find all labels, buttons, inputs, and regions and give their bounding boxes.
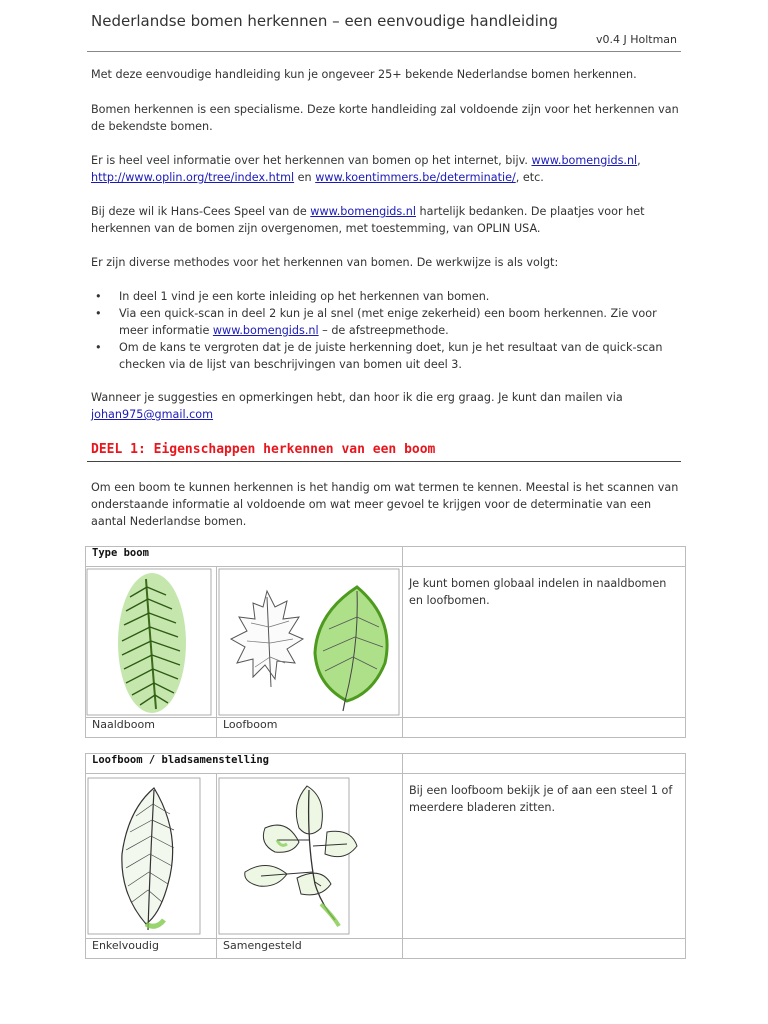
header-divider <box>87 51 681 52</box>
link-koentimmers[interactable]: www.koentimmers.be/determinatie/ <box>315 171 516 184</box>
list-item: • Via een quick-scan in deel 2 kun je al snel (met enige zekerheid) een boom herkennen. Zie voor meer informatie www.bomengids.nl – de afstreepmethode. <box>91 305 681 339</box>
intro-paragraph-1: Met deze eenvoudige handleiding kun je ongeveer 25+ bekende Nederlandse bomen herkennen. <box>91 68 637 81</box>
section-divider <box>87 461 681 462</box>
naaldboom-image-cell <box>86 567 217 718</box>
conifer-branch-image <box>86 567 216 717</box>
table-title: Loofboom / bladsamenstelling <box>86 754 403 774</box>
samengesteld-label: Samengesteld <box>217 939 403 959</box>
link-bomengids-thanks[interactable]: www.bomengids.nl <box>310 205 416 218</box>
email-link[interactable]: johan975@gmail.com <box>91 408 214 421</box>
bladsamenstelling-table <box>85 753 686 959</box>
enkelvoudig-label: Enkelvoudig <box>86 939 217 959</box>
link-bomengids-method[interactable]: www.bomengids.nl <box>212 324 319 337</box>
method-list <box>91 288 681 373</box>
type-boom-description: Je kunt bomen globaal indelen in naaldbomen en loofbomen. <box>403 567 686 718</box>
intro-paragraph-4: Bij deze wil ik Hans-Cees Speel van de www.bomengids.nl hartelijk bedanken. De plaatjes voor het herkennen van de bomen zijn overgenomen, met toestemming, van OPLIN USA. <box>91 205 645 235</box>
table-title: Type boom <box>86 547 403 567</box>
section-heading: DEEL 1: Eigenschappen herkennen van een boom <box>91 442 436 457</box>
intro-paragraph-5: Er zijn diverse methodes voor het herkennen van bomen. De werkwijze is als volgt: <box>91 256 559 269</box>
section-intro: Om een boom te kunnen herkennen is het handig om wat termen te kennen. Meestal is het scannen van onderstaande informatie al voldoende om wat meer gevoel te krijgen voor de determinatie van een aantal Nederlandse bomen. <box>91 481 679 528</box>
loofboom-label: Loofboom <box>217 718 403 738</box>
document-title: Nederlandse bomen herkennen – een eenvoudige handleiding <box>91 12 558 30</box>
compound-leaf-image <box>217 774 402 938</box>
loofboom-image-cell <box>217 567 403 718</box>
list-item: • Om de kans te vergroten dat je de juiste herkenning doet, kun je het resultaat van de quick-scan checken via de lijst van beschrijvingen van bomen uit deel 3. <box>91 339 681 373</box>
type-boom-table <box>85 546 686 738</box>
document-version: v0.4 J Holtman <box>595 33 677 46</box>
intro-paragraph-2: Bomen herkennen is een specialisme. Deze korte handleiding zal voldoende zijn voor het herkennen van de bekendste bomen. <box>91 103 679 133</box>
contact-paragraph: Wanneer je suggesties en opmerkingen hebt, dan hoor ik die erg graag. Je kunt dan mailen via johan975@gmail.com <box>91 391 623 421</box>
link-oplin[interactable]: http://www.oplin.org/tree/index.html <box>91 171 295 184</box>
list-item: • In deel 1 vind je een korte inleiding op het herkennen van bomen. <box>91 288 681 305</box>
samengesteld-image-cell <box>217 774 403 939</box>
enkelvoudig-image-cell <box>86 774 217 939</box>
intro-paragraph-3: Er is heel veel informatie over het herkennen van bomen op het internet, bijv. www.bomengids.nl, http://www.oplin.org/tree/index.html en www.koentimmers.be/determinatie/, etc. <box>91 154 641 184</box>
deciduous-leaves-image <box>217 567 402 717</box>
bladsamenstelling-description: Bij een loofboom bekijk je of aan een steel 1 of meerdere bladeren zitten. <box>403 774 686 939</box>
simple-leaf-image <box>86 774 216 938</box>
link-bomengids[interactable]: www.bomengids.nl <box>531 154 638 167</box>
naaldboom-label: Naaldboom <box>86 718 217 738</box>
